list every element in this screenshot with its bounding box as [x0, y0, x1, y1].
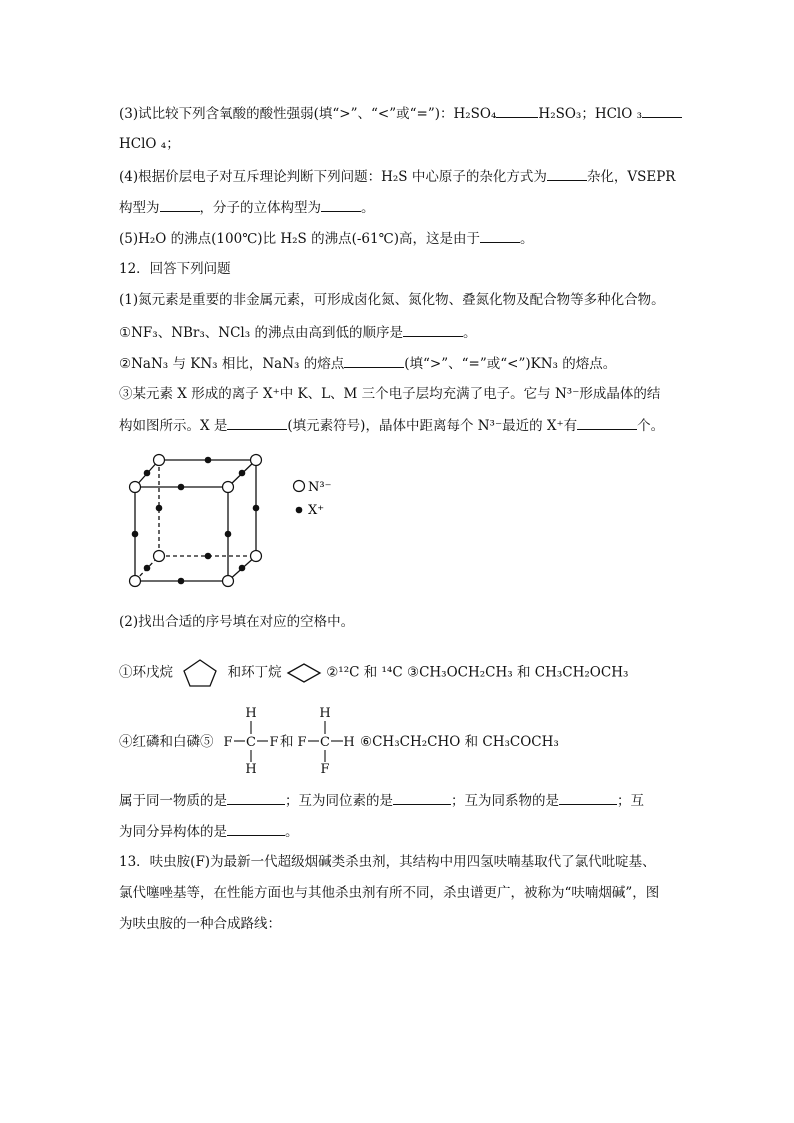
atom-f: F — [269, 735, 279, 750]
q12-item3-line2: 构如图所示。X 是 (填元素符号)，晶体中距离每个 N³⁻最近的 X⁺有 个。 — [119, 415, 664, 436]
answer-blank[interactable] — [227, 821, 285, 836]
structure-5a — [222, 704, 280, 776]
q12-options-row2: ④红磷和白磷⑤ — [119, 734, 214, 750]
q12-part2-answers-line2: 为同分异构体的是 。 — [119, 821, 299, 842]
atom-h: H — [245, 706, 257, 721]
q4-line2: 构型为 ，分子的立体构型为 。 — [119, 197, 375, 218]
atom-c: C — [246, 735, 256, 750]
q12-part1-intro: (1)氮元素是重要的非金属元素，可形成卤化氮、氮化物、叠氮化物及配合物等多种化合物。 — [119, 292, 665, 308]
legend-x-symbol — [296, 507, 303, 514]
crystal-structure-figure — [120, 448, 340, 593]
answer-blank[interactable] — [344, 353, 404, 368]
answer-blank[interactable] — [547, 166, 587, 181]
answer-blank[interactable] — [160, 197, 200, 212]
structure-5b — [296, 704, 358, 776]
answer-blank[interactable] — [227, 790, 285, 805]
atom-h: H — [319, 706, 331, 721]
q12-options-row1: ①环戊烷 和环丁烷 ②¹²C 和 ¹⁴C ③CH₃OCH₂CH₃ 和 CH₃CH₂OCH₃ — [119, 658, 628, 688]
q13-line3: 为呋虫胺的一种合成路线： — [119, 916, 281, 932]
answer-blank[interactable] — [559, 790, 617, 805]
q12-part2-answers-line1: 属于同一物质的是 ；互为同位素的是 ；互为同系物的是 ；互 — [119, 790, 644, 811]
q13-line2: 氯代噻唑基等，在性能方面也与其他杀虫剂有所不同，杀虫谱更广，被称为“呋喃烟碱”，图 — [119, 885, 660, 901]
answer-blank[interactable] — [403, 322, 463, 337]
q13-line1: 13．呋虫胺(F)为最新一代超级烟碱类杀虫剂，其结构中用四氢呋喃基取代了氯代吡啶基、 — [119, 854, 656, 870]
legend-n-label: N³⁻ — [308, 480, 332, 495]
q12-item2: ②NaN₃ 与 KN₃ 相比，NaN₃ 的熔点 (填“>”、“=”或“<”)KN₃ 的熔点。 — [119, 353, 616, 374]
q12-part2-intro: (2)找出合适的序号填在对应的空格中。 — [119, 614, 355, 630]
and-connector: 和 — [280, 734, 294, 750]
q3-line2: HClO ₄； — [119, 136, 180, 152]
atom-f: F — [223, 735, 233, 750]
q3-line1: (3)试比较下列含氧酸的酸性强弱(填“>”、“<”或“=”)：H₂SO₄ H₂SO₃；HClO ₃ — [119, 103, 682, 124]
answer-blank[interactable] — [577, 415, 637, 430]
answer-blank[interactable] — [496, 103, 538, 118]
q12-item3-line1: ③某元素 X 形成的离子 X⁺中 K、L、M 三个电子层均充满了电子。它与 N³⁻形成晶体的结 — [119, 386, 661, 402]
answer-blank[interactable] — [227, 415, 287, 430]
atom-f: F — [297, 735, 307, 750]
atom-f: F — [320, 762, 330, 776]
atom-h: H — [245, 762, 257, 776]
legend-x-label: X⁺ — [308, 503, 325, 518]
q4-line1: (4)根据价层电子对互斥理论判断下列问题：H₂S 中心原子的杂化方式为 杂化，VSEPR — [119, 166, 675, 187]
answer-blank[interactable] — [642, 103, 682, 118]
cyclopentane-icon — [181, 658, 219, 688]
cyclobutane-icon — [286, 662, 322, 684]
legend-n-symbol — [294, 481, 305, 492]
q12-heading: 12．回答下列问题 — [119, 261, 231, 277]
q5-line: (5)H₂O 的沸点(100℃)比 H₂S 的沸点(-61℃)高，这是由于 。 — [119, 228, 533, 249]
answer-blank[interactable] — [393, 790, 451, 805]
q12-item1: ①NF₃、NBr₃、NCl₃ 的沸点由高到低的顺序是 。 — [119, 322, 476, 343]
atom-h: H — [343, 735, 355, 750]
answer-blank[interactable] — [321, 197, 361, 212]
option-6: ⑥CH₃CH₂CHO 和 CH₃COCH₃ — [360, 734, 559, 750]
atom-c: C — [320, 735, 330, 750]
answer-blank[interactable] — [480, 228, 520, 243]
